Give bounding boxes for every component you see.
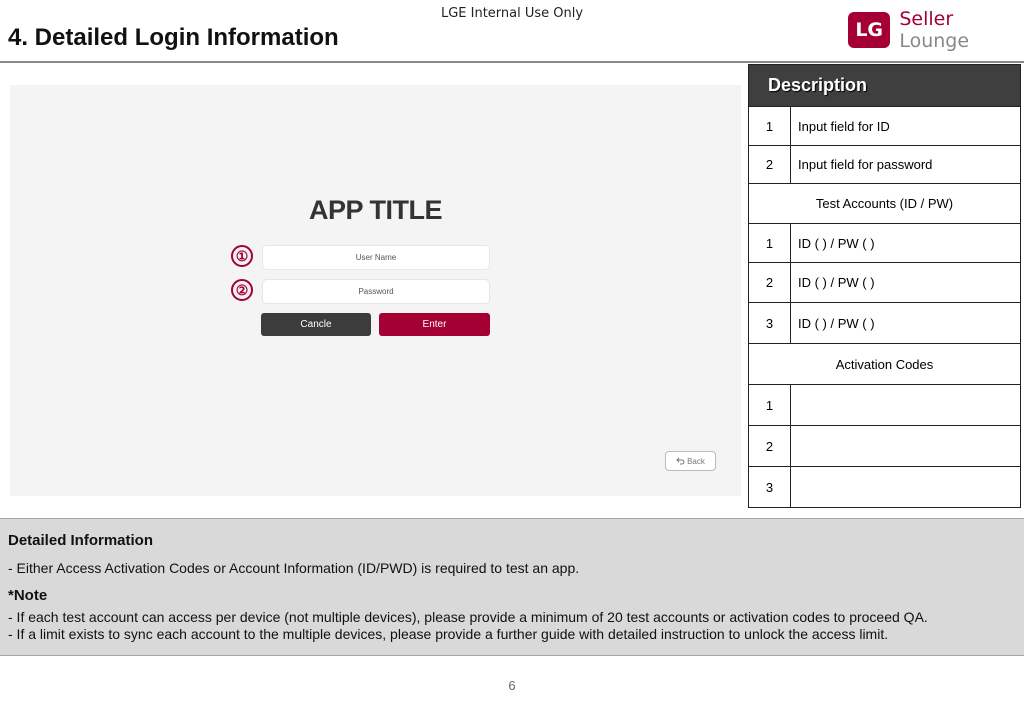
table-row	[749, 107, 1021, 146]
enter-button[interactable]: Enter	[379, 313, 490, 336]
description-header: Description	[749, 65, 1021, 107]
note-line: - If each test account can access per device (not multiple devices), please provide a minimum of 20 test accounts or activation codes to proceed QA.	[8, 609, 928, 625]
lg-logo-mark: LG	[848, 12, 890, 48]
detailed-information-panel	[0, 518, 1024, 656]
callout-marker-1: ①	[231, 245, 253, 267]
row-number: 1	[749, 107, 791, 146]
back-label: Back	[687, 456, 705, 466]
back-button[interactable]	[665, 451, 716, 471]
table-row	[749, 146, 1021, 184]
logo-wordmark	[899, 8, 1024, 52]
activation-codes-header: Activation Codes	[749, 344, 1021, 385]
row-text: ID ( ) / PW ( )	[791, 224, 1021, 263]
username-field[interactable]: User Name	[262, 245, 490, 270]
app-title: APP TITLE	[308, 195, 443, 225]
row-text	[791, 426, 1021, 467]
table-row	[749, 385, 1021, 426]
table-row	[749, 263, 1021, 303]
login-screen-mockup	[10, 85, 741, 496]
row-text	[791, 467, 1021, 508]
row-number: 3	[749, 467, 791, 508]
row-text	[791, 385, 1021, 426]
row-text: Input field for ID	[791, 107, 1021, 146]
table-row	[749, 467, 1021, 508]
header-divider	[0, 61, 1024, 63]
row-number: 1	[749, 224, 791, 263]
row-text: ID ( ) / PW ( )	[791, 303, 1021, 344]
logo-lounge-text: Lounge	[899, 30, 970, 52]
row-number: 2	[749, 426, 791, 467]
row-text: ID ( ) / PW ( )	[791, 263, 1021, 303]
note-line: - If a limit exists to sync each account to the multiple devices, please provide a further guide with detailed instruction to unlock the access limit.	[8, 626, 889, 642]
confidentiality-label: LGE Internal Use Only	[440, 6, 584, 21]
row-number: 2	[749, 263, 791, 303]
logo-seller-text: Seller	[899, 8, 954, 30]
test-accounts-header: Test Accounts (ID / PW)	[749, 184, 1021, 224]
table-row	[749, 303, 1021, 344]
section-row	[749, 344, 1021, 385]
page-number: 6	[508, 678, 516, 693]
table-row	[749, 224, 1021, 263]
lg-seller-lounge-logo	[848, 8, 1024, 52]
undo-arrow-icon	[676, 457, 685, 465]
detailed-information-title: Detailed Information	[8, 532, 154, 549]
page-title: 4. Detailed Login Information	[8, 24, 339, 51]
callout-marker-2: ②	[231, 279, 253, 301]
row-number: 3	[749, 303, 791, 344]
password-field[interactable]: Password	[262, 279, 490, 304]
row-number: 2	[749, 146, 791, 184]
description-table	[748, 64, 1021, 508]
note-title: *Note	[8, 587, 48, 604]
row-text: Input field for password	[791, 146, 1021, 184]
row-number: 1	[749, 385, 791, 426]
detailed-information-text: - Either Access Activation Codes or Account Information (ID/PWD) is required to test an app.	[8, 560, 580, 576]
table-row	[749, 426, 1021, 467]
section-row	[749, 184, 1021, 224]
cancel-button[interactable]: Cancle	[261, 313, 371, 336]
